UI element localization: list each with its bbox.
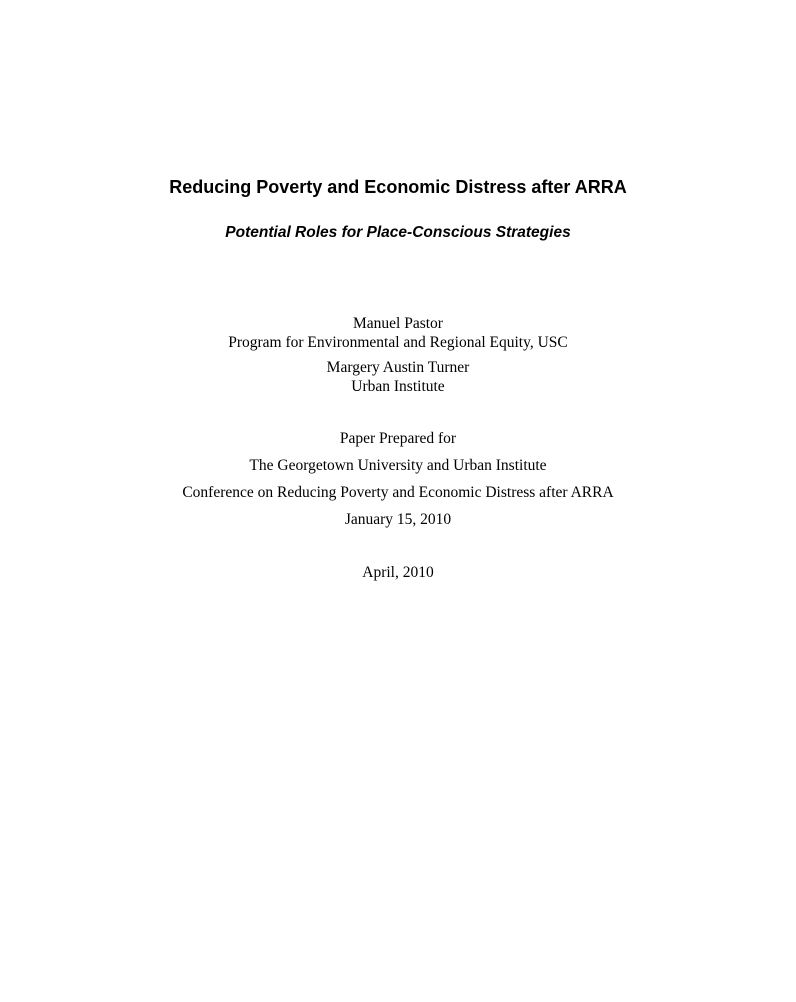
conference-date: January 15, 2010 [344, 511, 452, 528]
prepared-for-heading: Paper Prepared for [339, 430, 457, 447]
prepared-for-line-2: Conference on Reducing Poverty and Economic Distress after ARRA [182, 484, 614, 501]
author-name-1: Manuel Pastor [353, 315, 443, 332]
prepared-for-line-1: The Georgetown University and Urban Institute [249, 457, 547, 474]
paper-subtitle: Potential Roles for Place-Conscious Strategies [225, 224, 571, 241]
author-affiliation-1: Program for Environmental and Regional Equity, USC [228, 334, 568, 351]
paper-title: Reducing Poverty and Economic Distress after ARRA [169, 177, 627, 197]
author-name-2: Margery Austin Turner [326, 359, 470, 376]
paper-date: April, 2010 [362, 564, 434, 581]
author-affiliation-2: Urban Institute [351, 378, 445, 395]
